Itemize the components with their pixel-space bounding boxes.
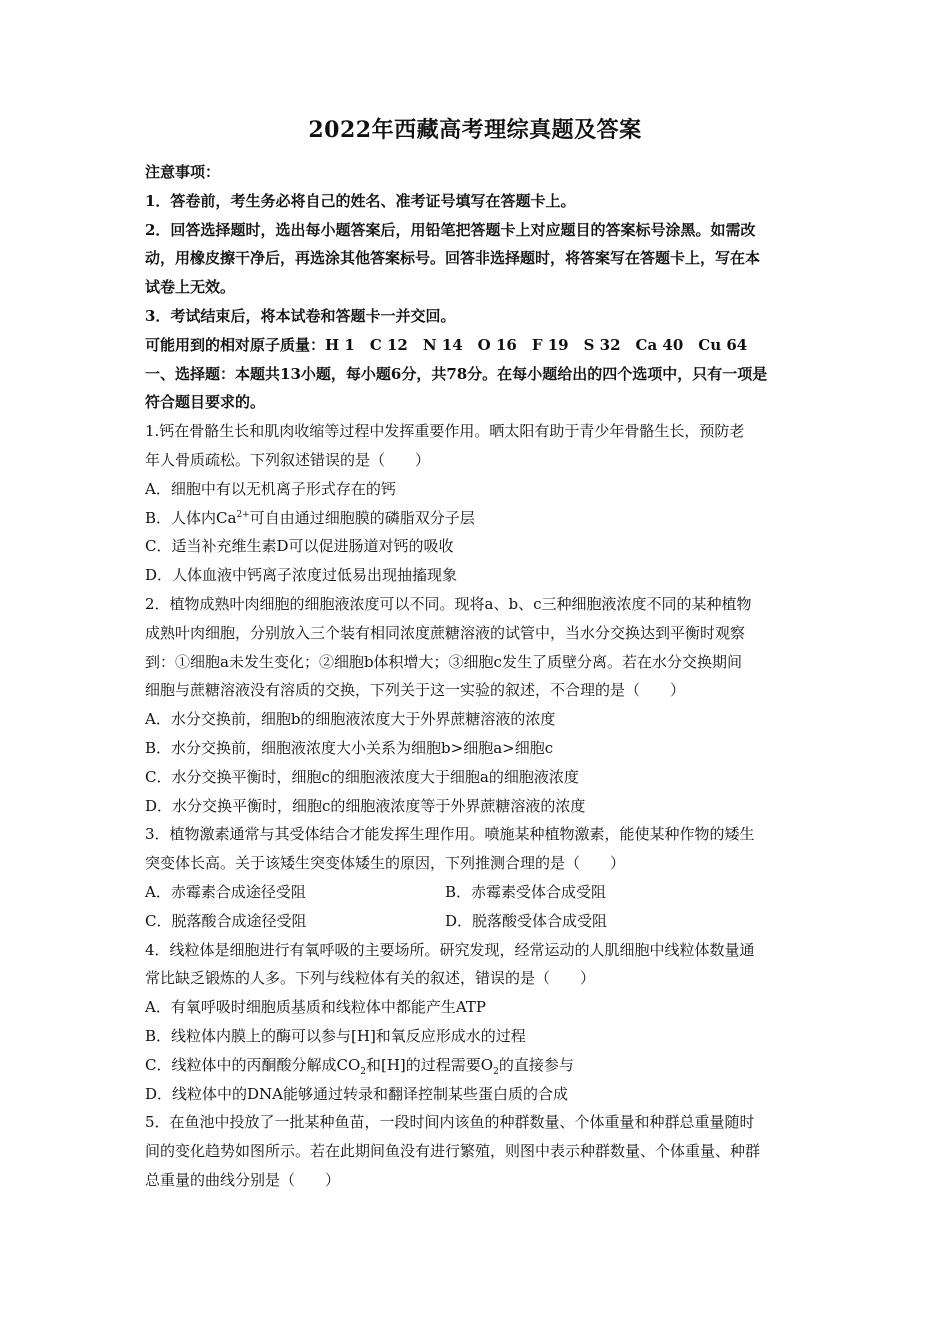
question-2-stem: 2．植物成熟叶肉细胞的细胞液浓度可以不同。现将a、b、c三种细胞液浓度不同的某种植物 — [145, 594, 752, 613]
notice-item: 3．考试结束后，将本试卷和答题卡一并交回。 — [145, 306, 456, 325]
question-2-option-c: C．水分交换平衡时，细胞c的细胞液浓度大于细胞a的细胞液浓度 — [145, 767, 579, 786]
question-2-stem-cont: 细胞与蔗糖溶液没有溶质的交换，下列关于这一实验的叙述，不合理的是（ ） — [145, 681, 686, 700]
question-1-option-b: B．人体内$Ca^{2+}$可自由通过细胞膜的磷脂双分子层 — [145, 508, 475, 527]
notice-heading: 注意事项： — [145, 163, 221, 181]
question-1-option-c: C．适当补充维生素D可以促进肠道对钙的吸收 — [145, 537, 454, 556]
atomic-mass-line: 可能用到的相对原子质量：H 1 C 12 N 14 O 16 F 19 S 32 Ca 40 Cu 64 — [145, 335, 748, 354]
question-3-option-d: D．脱落酸受体合成受阻 — [445, 911, 608, 930]
question-2-option-a: A．水分交换前，细胞b的细胞液浓度大于外界蔗糖溶液的浓度 — [145, 710, 556, 729]
question-3-option-b: B．赤霉素受体合成受阻 — [445, 882, 607, 901]
question-2-option-d: D．水分交换平衡时，细胞c的细胞液浓度等于外界蔗糖溶液的浓度 — [145, 796, 586, 815]
question-3-options-row — [145, 907, 810, 936]
notice-item: 1．答卷前，考生务必将自己的姓名、准考证号填写在答题卡上。 — [145, 191, 576, 210]
question-2-stem-cont: 成熟叶肉细胞，分别放入三个装有相同浓度蔗糖溶液的试管中，当水分交换达到平衡时观察 — [145, 623, 746, 642]
question-3-options-row — [145, 878, 810, 907]
question-2-option-b: B．水分交换前，细胞液浓度大小关系为细胞b>细胞a>细胞c — [145, 738, 554, 757]
question-5-stem: 5．在鱼池中投放了一批某种鱼苗，一段时间内该鱼的种群数量、个体重量和种群总重量随时 — [145, 1113, 755, 1132]
question-4-option-d: D．线粒体中的DNA能够通过转录和翻译控制某些蛋白质的合成 — [145, 1084, 569, 1103]
subscript: 2 — [360, 1066, 366, 1077]
superscript: 2+ — [236, 509, 250, 520]
question-3-stem-cont: 突变体长高。关于该矮生突变体矮生的原因，下列推测合理的是（ ） — [145, 854, 626, 873]
section-heading: 一、选择题：本题共13小题，每小题6分，共78分。在每小题给出的四个选项中，只有一项是 — [145, 364, 768, 383]
section-heading-cont: 符合题目要求的。 — [145, 393, 266, 412]
exam-content — [145, 158, 810, 1195]
subscript: 2 — [493, 1066, 499, 1077]
question-3-option-a: A．赤霉素合成途径受阻 — [145, 882, 306, 901]
question-4-stem-cont: 常比缺乏锻炼的人多。下列与线粒体有关的叙述，错误的是（ ） — [145, 969, 596, 988]
question-1-option-a: A．细胞中有以无机离子形式存在的钙 — [145, 479, 396, 498]
question-3-stem: 3．植物激素通常与其受体结合才能发挥生理作用。喷施某种植物激素，能使某种作物的矮生 — [145, 825, 755, 844]
notice-item: 试卷上无效。 — [145, 278, 236, 297]
question-2-stem-cont: 到：①细胞a未发生变化；②细胞b体积增大；③细胞c发生了质壁分离。若在水分交换期间 — [145, 652, 742, 671]
question-1-stem: 1.钙在骨骼生长和肌肉收缩等过程中发挥重要作用。晒太阳有助于青少年骨骼生长，预防老 — [145, 422, 745, 441]
question-5-stem-cont: 总重量的曲线分别是（ ） — [145, 1170, 341, 1189]
notice-item: 动，用橡皮擦干净后，再选涂其他答案标号。回答非选择题时，将答案写在答题卡上，写在本 — [145, 249, 761, 268]
question-4-stem: 4．线粒体是细胞进行有氧呼吸的主要场所。研究发现，经常运动的人肌细胞中线粒体数量通 — [145, 940, 755, 959]
question-1-option-d: D．人体血液中钙离子浓度过低易出现抽搐现象 — [145, 566, 458, 585]
notice-item: 2．回答选择题时，选出每小题答案后，用铅笔把答题卡上对应题目的答案标号涂黑。如需改 — [145, 220, 756, 239]
page-title: 2022年西藏高考理综真题及答案 — [308, 117, 642, 143]
question-5-stem-cont: 间的变化趋势如图所示。若在此期间鱼没有进行繁殖，则图中表示种群数量、个体重量、种群 — [145, 1142, 761, 1161]
question-4-option-b: B．线粒体内膜上的酶可以参与[H]和氧反应形成水的过程 — [145, 1026, 526, 1045]
question-3-option-c: C．脱落酸合成途径受阻 — [145, 911, 307, 930]
question-1-stem-cont: 年人骨质疏松。下列叙述错误的是（ ） — [145, 450, 431, 469]
question-4-option-a: A．有氧呼吸时细胞质基质和线粒体中都能产生ATP — [145, 998, 486, 1017]
question-4-option-c: C．线粒体中的丙酮酸分解成$CO_2$和[H]的过程需要$O_2$的直接参与 — [145, 1055, 574, 1077]
